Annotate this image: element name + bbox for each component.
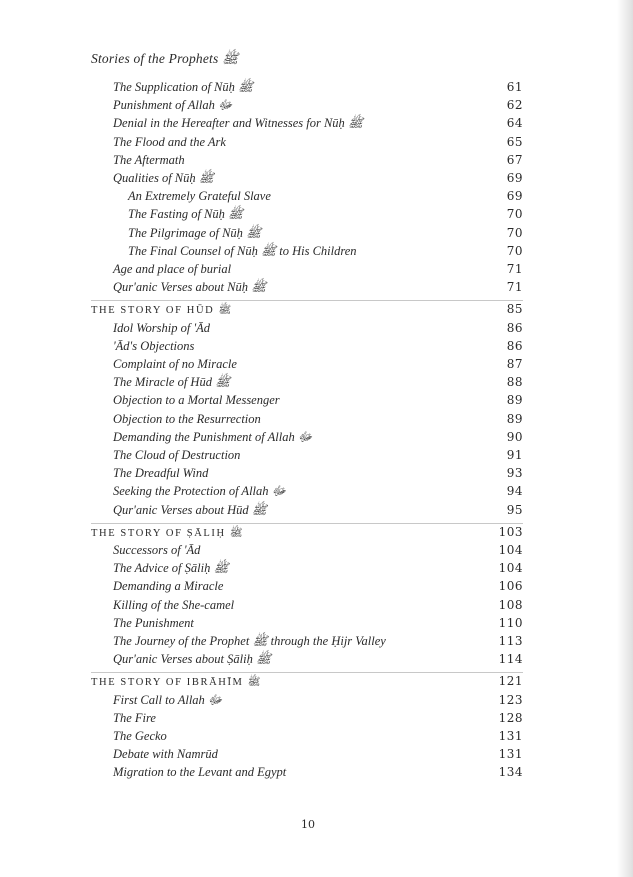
toc-entry-title: The Aftermath [113, 152, 185, 167]
toc-entry-title: THE STORY OF ṢĀLIḤ ﷺ [91, 527, 243, 539]
toc-entry-page: 93 [506, 466, 523, 481]
toc-entry[interactable] [0, 207, 633, 225]
toc-entry-title: Qualities of Nūḥ ﷺ [113, 171, 214, 185]
toc-entry-title: The Advice of Ṣāliḥ ﷺ [113, 561, 229, 576]
toc-entry[interactable] [0, 244, 633, 262]
toc-entry-title: Denial in the Hereafter and Witnesses for Nūḥ ﷺ [113, 116, 364, 131]
toc-entry[interactable] [0, 321, 633, 339]
toc-entry-page: 70 [506, 207, 523, 222]
section-divider [91, 672, 523, 673]
toc-entry[interactable] [0, 412, 633, 430]
toc-entry-title: Demanding a Miracle [113, 579, 224, 594]
toc-entry-title: The Journey of the Prophet ﷺ through the Ḥijr Valley [113, 634, 386, 648]
toc-entry[interactable] [0, 652, 633, 670]
toc-entry-page: 90 [506, 429, 523, 444]
toc-entry-page: 108 [498, 597, 523, 612]
toc-entry-title: Qur'anic Verses about Nūḥ ﷺ [113, 280, 267, 295]
toc-entry[interactable] [0, 729, 633, 747]
toc-entry-page: 69 [506, 171, 523, 185]
toc-entry[interactable] [0, 543, 633, 561]
toc-entry-page: 86 [506, 320, 523, 335]
toc-entry-title: The Pilgrimage of Nūḥ ﷺ [128, 225, 262, 240]
toc-entry-page: 113 [498, 634, 523, 648]
toc-entry[interactable] [0, 466, 633, 484]
toc-entry-title: Demanding the Punishment of Allah ﷻ [113, 429, 312, 444]
toc-entry[interactable] [0, 171, 633, 189]
toc-entry-page: 131 [498, 747, 523, 762]
toc-entry-page: 62 [506, 98, 523, 113]
toc-entry-page: 88 [506, 375, 523, 390]
toc-entry-title: An Extremely Grateful Slave [128, 189, 271, 204]
toc-entry[interactable] [0, 280, 633, 298]
toc-entry[interactable] [0, 765, 633, 783]
toc-entry-title: Qur'anic Verses about Ṣāliḥ ﷺ [113, 652, 272, 667]
toc-entry[interactable] [0, 226, 633, 244]
toc-entry-page: 104 [498, 561, 523, 576]
toc-entry-page: 87 [506, 357, 523, 371]
toc-entry-page: 71 [506, 262, 523, 276]
section-divider [91, 523, 523, 524]
toc-entry-title: The Punishment [113, 615, 194, 630]
running-header: Stories of the Prophets ﷺ [91, 51, 239, 66]
toc-entry-page: 103 [498, 524, 523, 539]
toc-entry-title: First Call to Allah ﷻ [113, 692, 223, 707]
page-number: 10 [301, 818, 315, 831]
toc-entry[interactable] [0, 430, 633, 448]
toc-entry-title: Qur'anic Verses about Hūd ﷺ [113, 502, 267, 517]
toc-entry-page: 128 [498, 710, 523, 725]
toc-entry[interactable] [0, 262, 633, 280]
toc-entry-page: 106 [498, 579, 523, 594]
toc-entry-title: Killing of the She-camel [113, 597, 235, 612]
toc-entry[interactable] [0, 135, 633, 153]
toc-entry[interactable] [0, 448, 633, 466]
toc-entry-page: 131 [498, 729, 523, 743]
toc-entry-title: The Fasting of Nūḥ ﷺ [128, 207, 244, 222]
toc-entry-page: 110 [498, 615, 523, 630]
toc-entry-page: 85 [506, 302, 523, 317]
toc-entry-page: 95 [506, 502, 523, 517]
toc-entry-title: The Dreadful Wind [113, 466, 209, 481]
toc-entry-page: 104 [498, 543, 523, 557]
toc-entry-page: 114 [498, 652, 523, 667]
toc-entry-title: The Miracle of Hūd ﷺ [113, 375, 231, 390]
toc-entry-title: Debate with Namrūd [113, 747, 218, 762]
toc-entry-title: The Final Counsel of Nūḥ ﷺ to His Children [128, 243, 357, 258]
toc-entry-page: 134 [498, 765, 523, 780]
toc-entry[interactable] [0, 598, 633, 616]
toc-entry-title: Idol Worship of 'Ād [113, 320, 211, 335]
toc-entry-page: 71 [506, 280, 523, 295]
toc-entry[interactable] [0, 693, 633, 711]
toc-section-heading[interactable] [0, 674, 633, 692]
toc-entry-page: 121 [498, 674, 523, 689]
toc-entry[interactable] [0, 634, 633, 652]
section-divider [91, 300, 523, 301]
toc-entry-title: Objection to a Mortal Messenger [113, 393, 280, 408]
toc-entry-page: 65 [506, 134, 523, 149]
toc-entry[interactable] [0, 375, 633, 393]
toc-entry-page: 70 [506, 225, 523, 240]
toc-entry-page: 89 [506, 411, 523, 426]
toc-entry[interactable] [0, 339, 633, 357]
toc-entry[interactable] [0, 484, 633, 502]
toc-entry-title: Successors of 'Ād [113, 543, 201, 557]
toc-entry-title: 'Ād's Objections [113, 338, 195, 353]
toc-entry[interactable] [0, 616, 633, 634]
toc-entry[interactable] [0, 561, 633, 579]
toc-section-heading[interactable] [0, 302, 633, 320]
toc-entry-page: 70 [506, 243, 523, 258]
toc-entry[interactable] [0, 153, 633, 171]
toc-entry-title: Seeking the Protection of Allah ﷻ [113, 484, 286, 499]
toc-entry-page: 89 [506, 393, 523, 408]
toc-entry-title: Age and place of burial [113, 262, 232, 276]
toc-entry-title: Objection to the Resurrection [113, 411, 261, 426]
toc-entry-page: 94 [506, 484, 523, 499]
toc-entry-title: The Cloud of Destruction [113, 448, 241, 462]
toc-entry[interactable] [0, 711, 633, 729]
toc-entry[interactable] [0, 189, 633, 207]
toc-entry-page: 69 [506, 189, 523, 204]
toc-entry-title: Complaint of no Miracle [113, 357, 237, 371]
toc-entry[interactable] [0, 98, 633, 116]
toc-entry[interactable] [0, 503, 633, 521]
toc-entry[interactable] [0, 747, 633, 765]
toc-entry-page: 91 [506, 448, 523, 462]
toc-entry-page: 64 [506, 116, 523, 131]
toc-entry-title: The Gecko [113, 729, 167, 743]
toc-entry-title: Migration to the Levant and Egypt [113, 765, 287, 780]
toc-entry-title: Punishment of Allah ﷻ [113, 98, 233, 113]
toc-entry-page: 123 [498, 692, 523, 707]
toc-entry-title: The Fire [113, 710, 156, 725]
toc-entry-title: The Supplication of Nūḥ ﷺ [113, 80, 254, 94]
toc-entry-page: 67 [506, 152, 523, 167]
toc-entry[interactable] [0, 393, 633, 411]
toc-entry-page: 86 [506, 338, 523, 353]
toc-entry-title: THE STORY OF IBRĀHĪM ﷺ [91, 677, 261, 689]
toc-entry-page: 61 [506, 80, 523, 94]
toc-entry[interactable] [0, 579, 633, 597]
toc-entry[interactable] [0, 80, 633, 98]
toc-entry[interactable] [0, 357, 633, 375]
toc-section-heading[interactable] [0, 525, 633, 543]
toc-entry-title: The Flood and the Ark [113, 134, 226, 149]
toc-entry-title: THE STORY OF HŪD ﷺ [91, 305, 232, 317]
toc-entry[interactable] [0, 116, 633, 134]
